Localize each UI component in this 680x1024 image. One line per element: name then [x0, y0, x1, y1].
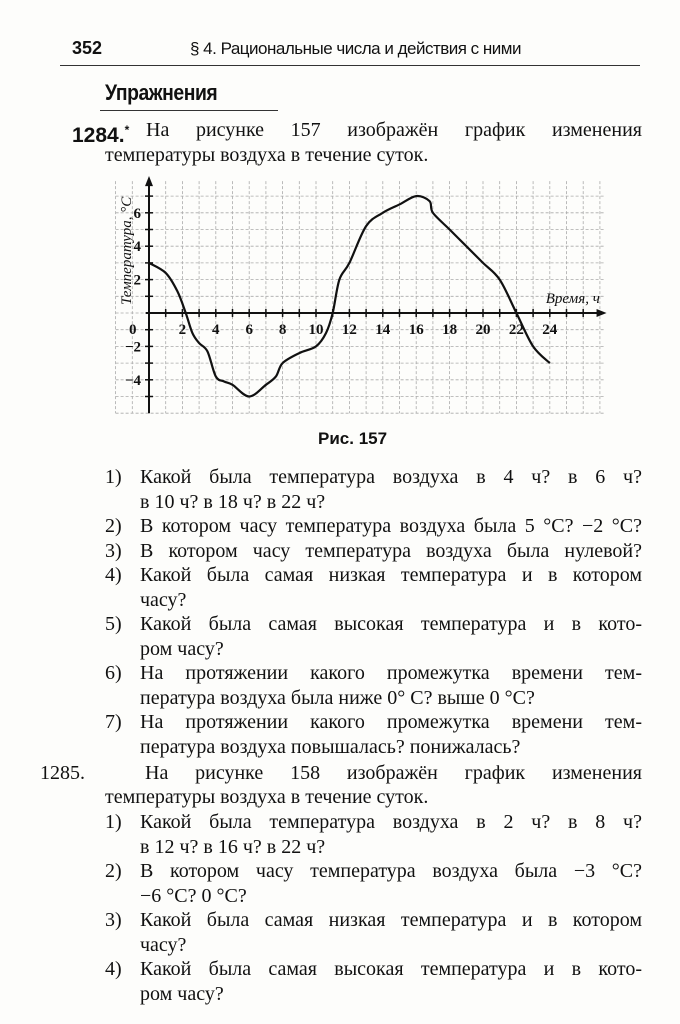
x-tick-label: 18 [442, 322, 458, 338]
y-tick-label: 2 [133, 272, 141, 289]
question-number: 4) [105, 958, 122, 980]
question-text: На протяжении какого промежутка времени тем- [140, 662, 642, 684]
difficulty-mark: * [124, 123, 130, 137]
question-number: 7) [105, 711, 122, 733]
question-text: ром часу? [140, 982, 224, 1005]
question-text: −6 °С? 0 °С? [140, 884, 247, 907]
x-tick-label: 20 [475, 322, 491, 338]
question-number: 2) [105, 860, 122, 882]
question-text: пература воздуха повышалась? понижалась? [140, 735, 521, 758]
x-tick-label: 10 [308, 322, 324, 338]
page-number: 352 [72, 38, 103, 58]
question-text: В котором часу температура воздуха была −3 °С? [140, 860, 642, 882]
question-text: Какой была температура воздуха в 4 ч? в 6 ч? [140, 466, 642, 488]
question-text: На протяжении какого промежутка времени тем- [140, 711, 642, 733]
y-tick-label: 4 [133, 239, 141, 256]
question-number: 5) [105, 613, 122, 635]
question-text: Какой была температура воздуха в 2 ч? в 8 ч? [140, 811, 642, 833]
question-text: В котором часу температура воздуха была нулевой? [140, 539, 642, 562]
x-tick-label: 24 [542, 322, 558, 338]
y-tick-label: 6 [133, 205, 141, 222]
question-text: пература воздуха была ниже 0° С? выше 0 °С? [140, 686, 535, 709]
question-number: 6) [105, 662, 122, 684]
question-text: Какой была самая низкая температура и в котором [140, 909, 642, 931]
x-tick-label: 0 [129, 322, 137, 338]
y-tick-label: −2 [124, 339, 141, 356]
question-text: часу? [140, 933, 187, 956]
question-number: 1) [105, 466, 122, 488]
figure-caption: Рис. 157 [318, 429, 388, 448]
x-tick-label: 6 [245, 322, 253, 338]
x-tick-label: 2 [178, 322, 187, 338]
question-text: Какой была самая высокая температура и в кото- [140, 613, 642, 635]
exercise-text: температуры воздуха в течение суток. [105, 786, 429, 808]
x-tick-label: 14 [375, 322, 391, 338]
question-text: в 12 ч? в 16 ч? в 22 ч? [140, 835, 326, 858]
exercise-text: На рисунке 157 изображён график изменения [146, 119, 642, 141]
exercise-text: температуры воздуха в течение суток. [105, 144, 429, 166]
y-axis-arrow [145, 176, 153, 186]
running-header: § 4. Рациональные числа и действия с ними [190, 39, 521, 58]
x-tick-label: 22 [508, 322, 524, 338]
section-heading: Упражнения [105, 80, 218, 105]
question-text: часу? [140, 588, 187, 611]
x-tick-label: 4 [212, 322, 220, 338]
x-tick-label: 12 [341, 322, 357, 338]
question-text: Какой была самая низкая температура и в котором [140, 564, 642, 586]
exercise-number-1285: 1285. [40, 762, 85, 784]
x-axis-label: Время, ч [545, 291, 600, 307]
exercise-text: На рисунке 158 изображён график изменения [145, 762, 642, 784]
question-text: ром часу? [140, 637, 224, 660]
x-axis-arrow [597, 309, 607, 317]
question-text: в 10 ч? в 18 ч? в 22 ч? [140, 490, 326, 513]
question-text: В котором часу температура воздуха была 5 °С? −2 °С? [140, 515, 642, 537]
y-tick-label: −4 [124, 372, 141, 389]
x-tick-label: 16 [408, 322, 424, 338]
question-number: 3) [105, 539, 122, 562]
y-axis-label: Температура, °С [119, 196, 135, 305]
question-number: 2) [105, 515, 122, 537]
question-text: Какой была самая высокая температура и в кото- [140, 958, 642, 980]
x-tick-label: 8 [278, 322, 287, 338]
question-number: 3) [105, 909, 122, 931]
question-number: 4) [105, 564, 122, 586]
exercise-number: 1284. [72, 124, 125, 147]
question-number: 1) [105, 811, 122, 833]
